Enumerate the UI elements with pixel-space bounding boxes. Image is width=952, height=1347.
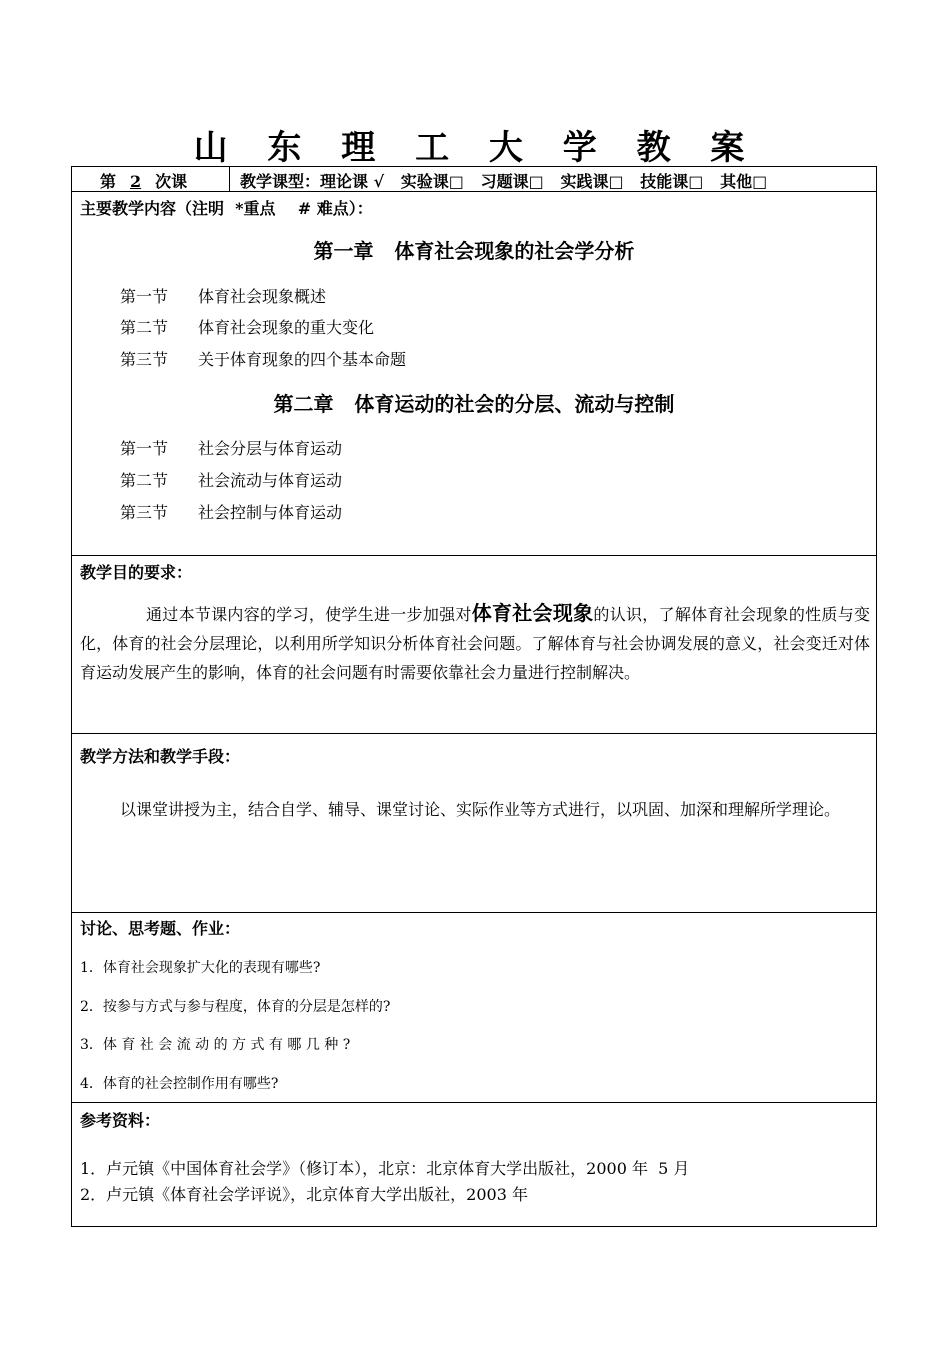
question-item: 3．体 育 社 会 流 动 的 方 式 有 哪 几 种 ? — [80, 1037, 351, 1053]
main-content-label: 主要教学内容（注明 *重点 # 难点）： — [80, 199, 373, 218]
page-title: 山 东 理 工 大 学 教 案 — [193, 128, 759, 168]
methods-label: 教学方法和教学手段： — [80, 747, 241, 766]
reference-item: 1．卢元镇《中国体育社会学》（修订本），北京：北京体育大学出版社，2000 年 5 月 — [80, 1159, 690, 1178]
chapter-2-title: 第二章 体育运动的社会的分层、流动与控制 — [273, 392, 675, 416]
row-divider — [72, 1102, 876, 1103]
course-type-options: 教学课型：理论课 √ 实验课□ 习题课□ 实践课□ 技能课□ 其他□ — [240, 172, 768, 191]
lesson-plan-table — [71, 166, 877, 1227]
objectives-emphasis: 体育社会现象 — [471, 601, 594, 625]
section-item: 第三节 社会控制与体育运动 — [120, 503, 343, 522]
discussion-label: 讨论、思考题、作业： — [80, 919, 241, 938]
section-item: 第二节 体育社会现象的重大变化 — [120, 318, 375, 337]
row-divider — [72, 555, 876, 556]
section-item: 第三节 关于体育现象的四个基本命题 — [120, 350, 407, 369]
reference-item: 2．卢元镇《体育社会学评说》，北京体育大学出版社，2003 年 — [80, 1185, 528, 1204]
chapter-1-title: 第一章 体育社会现象的社会学分析 — [313, 239, 635, 263]
section-item: 第一节 体育社会现象概述 — [120, 287, 327, 306]
objectives-text: 通过本节课内容的学习，使学生进一步加强对体育社会现象的认识，了解体育社会现象的性质与变化，体育的社会分层理论，以利用所学知识分析体育社会问题。了解体育与社会协调发展的意义，社会变迁对体育运动发展产生的影响，体育的社会问题有时需要依靠社会力量进行控制解决。 — [80, 601, 870, 682]
lesson-suffix: 次课 — [155, 172, 188, 191]
section-item: 第二节 社会流动与体育运动 — [120, 471, 343, 490]
row-divider — [72, 733, 876, 734]
objectives-label: 教学目的要求： — [80, 563, 193, 582]
row-divider — [72, 191, 876, 192]
methods-text: 以课堂讲授为主，结合自学、辅导、课堂讨论、实际作业等方式进行，以巩固、加深和理解所学理论。 — [120, 800, 841, 819]
lesson-number: 2 — [130, 172, 142, 191]
lesson-prefix: 第 — [100, 172, 117, 191]
references-label: 参考资料： — [80, 1111, 161, 1130]
header-divider — [229, 167, 230, 191]
question-item: 2．按参与方式与参与程度，体育的分层是怎样的? — [80, 999, 391, 1015]
lesson-number-label — [100, 169, 187, 192]
row-divider — [72, 912, 876, 913]
question-item: 1．体育社会现象扩大化的表现有哪些? — [80, 960, 321, 976]
section-item: 第一节 社会分层与体育运动 — [120, 439, 343, 458]
question-item: 4．体育的社会控制作用有哪些? — [80, 1076, 279, 1092]
